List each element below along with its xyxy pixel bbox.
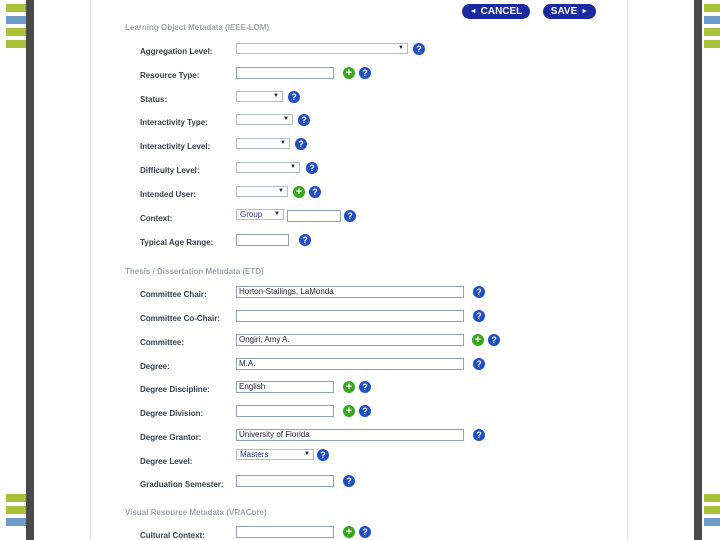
add-icon[interactable]: + xyxy=(293,186,305,198)
right-dark-bar xyxy=(694,0,702,540)
committee-chair-label: Committee Chair: xyxy=(140,290,207,299)
dropdown-arrow-icon: ▼ xyxy=(274,211,280,217)
help-icon[interactable]: ? xyxy=(413,43,425,55)
help-icon[interactable]: ? xyxy=(288,91,300,103)
intended-user-label: Intended User: xyxy=(140,190,197,199)
dropdown-arrow-icon: ▼ xyxy=(398,45,404,51)
interactivity-type-label: Interactivity Type: xyxy=(140,118,208,127)
graduation-semester-label: Graduation Semester: xyxy=(140,480,224,489)
degree-grantor-input[interactable]: University of Florida xyxy=(236,429,464,441)
committee-co-chair-label: Committee Co-Chair: xyxy=(140,314,221,323)
help-icon[interactable]: ? xyxy=(343,475,355,487)
deco-green-block xyxy=(704,506,720,514)
resource-type-label: Resource Type: xyxy=(140,71,200,80)
forward-arrow-icon: ► xyxy=(581,8,589,15)
back-arrow-icon: ◄ xyxy=(469,8,477,15)
degree-input[interactable]: M.A. xyxy=(236,358,464,370)
add-icon[interactable]: + xyxy=(343,526,355,538)
committee-chair-input[interactable]: Horton-Stallings, LaMonda xyxy=(236,286,464,298)
dropdown-arrow-icon: ▼ xyxy=(273,93,279,99)
help-icon[interactable]: ? xyxy=(359,405,371,417)
degree-level-label: Degree Level: xyxy=(140,457,193,466)
help-icon[interactable]: ? xyxy=(473,358,485,370)
cultural-context-label: Cultural Context: xyxy=(140,531,205,540)
cultural-context-input[interactable] xyxy=(236,526,334,538)
aggregation-level-select[interactable] xyxy=(236,43,408,54)
status-select[interactable] xyxy=(236,91,283,102)
help-icon[interactable]: ? xyxy=(359,526,371,538)
deco-green-block xyxy=(704,40,720,48)
dropdown-arrow-icon: ▼ xyxy=(290,164,296,170)
status-label: Status: xyxy=(140,95,168,104)
help-icon[interactable]: ? xyxy=(306,162,318,174)
lom-section-heading: Learning Object Metadata (IEEE-LOM) xyxy=(125,23,270,32)
resource-type-input[interactable] xyxy=(236,67,334,79)
deco-blue-block xyxy=(6,16,26,24)
help-icon[interactable]: ? xyxy=(473,310,485,322)
difficulty-level-label: Difficulty Level: xyxy=(140,166,200,175)
help-icon[interactable]: ? xyxy=(299,234,311,246)
deco-green-block xyxy=(6,506,26,514)
save-label: SAVE xyxy=(550,6,578,17)
degree-discipline-input[interactable]: English xyxy=(236,381,334,393)
cancel-button[interactable] xyxy=(462,4,530,19)
degree-label: Degree: xyxy=(140,362,170,371)
help-icon[interactable]: ? xyxy=(473,429,485,441)
help-icon[interactable]: ? xyxy=(359,381,371,393)
deco-green-block xyxy=(6,494,26,502)
left-dark-bar xyxy=(26,0,34,540)
help-icon[interactable]: ? xyxy=(317,449,329,461)
vra-section-heading: Visual Resource Metadata (VRACore) xyxy=(125,508,267,517)
help-icon[interactable]: ? xyxy=(309,186,321,198)
deco-green-block xyxy=(6,28,26,36)
deco-green-block xyxy=(704,494,720,502)
dropdown-arrow-icon: ▼ xyxy=(280,140,286,146)
interactivity-type-select[interactable] xyxy=(236,114,293,125)
degree-discipline-label: Degree Discipline: xyxy=(140,385,210,394)
dropdown-arrow-icon: ▼ xyxy=(304,451,310,457)
context-input[interactable] xyxy=(287,210,341,222)
deco-green-block xyxy=(704,28,720,36)
deco-blue-block xyxy=(704,518,720,526)
help-icon[interactable]: ? xyxy=(488,334,500,346)
deco-green-block xyxy=(6,4,26,12)
help-icon[interactable]: ? xyxy=(344,210,356,222)
cancel-label: CANCEL xyxy=(480,6,523,17)
degree-division-label: Degree Division: xyxy=(140,409,204,418)
difficulty-level-select[interactable] xyxy=(236,162,300,173)
interactivity-level-select[interactable] xyxy=(236,138,290,149)
help-icon[interactable]: ? xyxy=(359,67,371,79)
add-icon[interactable]: + xyxy=(472,334,484,346)
committee-label: Committee: xyxy=(140,338,185,347)
context-select[interactable]: Group ▼ xyxy=(236,209,284,220)
deco-blue-block xyxy=(6,518,26,526)
help-icon[interactable]: ? xyxy=(298,114,310,126)
save-button[interactable] xyxy=(543,4,596,19)
degree-grantor-label: Degree Grantor: xyxy=(140,433,202,442)
dropdown-arrow-icon: ▼ xyxy=(283,116,289,122)
graduation-semester-input[interactable] xyxy=(236,475,334,487)
etd-section-heading: Thesis / Dissertation Metadata (ETD) xyxy=(125,267,264,276)
intended-user-select[interactable] xyxy=(236,186,288,197)
context-label: Context: xyxy=(140,214,173,223)
add-icon[interactable]: + xyxy=(343,405,355,417)
committee-co-chair-input[interactable] xyxy=(236,310,464,322)
dropdown-arrow-icon: ▼ xyxy=(278,188,284,194)
typical-age-range-input[interactable] xyxy=(236,234,289,246)
deco-green-block xyxy=(6,40,26,48)
interactivity-level-label: Interactivity Level: xyxy=(140,142,211,151)
add-icon[interactable]: + xyxy=(343,381,355,393)
typical-age-range-label: Typical Age Range: xyxy=(140,238,214,247)
committee-input[interactable]: Ongiri, Amy A. xyxy=(236,334,464,346)
degree-division-input[interactable] xyxy=(236,405,334,417)
add-icon[interactable]: + xyxy=(343,67,355,79)
deco-green-block xyxy=(704,4,720,12)
degree-level-select[interactable]: Masters ▼ xyxy=(236,449,314,460)
aggregation-level-label: Aggregation Level: xyxy=(140,47,213,56)
deco-blue-block xyxy=(704,16,720,24)
help-icon[interactable]: ? xyxy=(295,138,307,150)
help-icon[interactable]: ? xyxy=(473,286,485,298)
